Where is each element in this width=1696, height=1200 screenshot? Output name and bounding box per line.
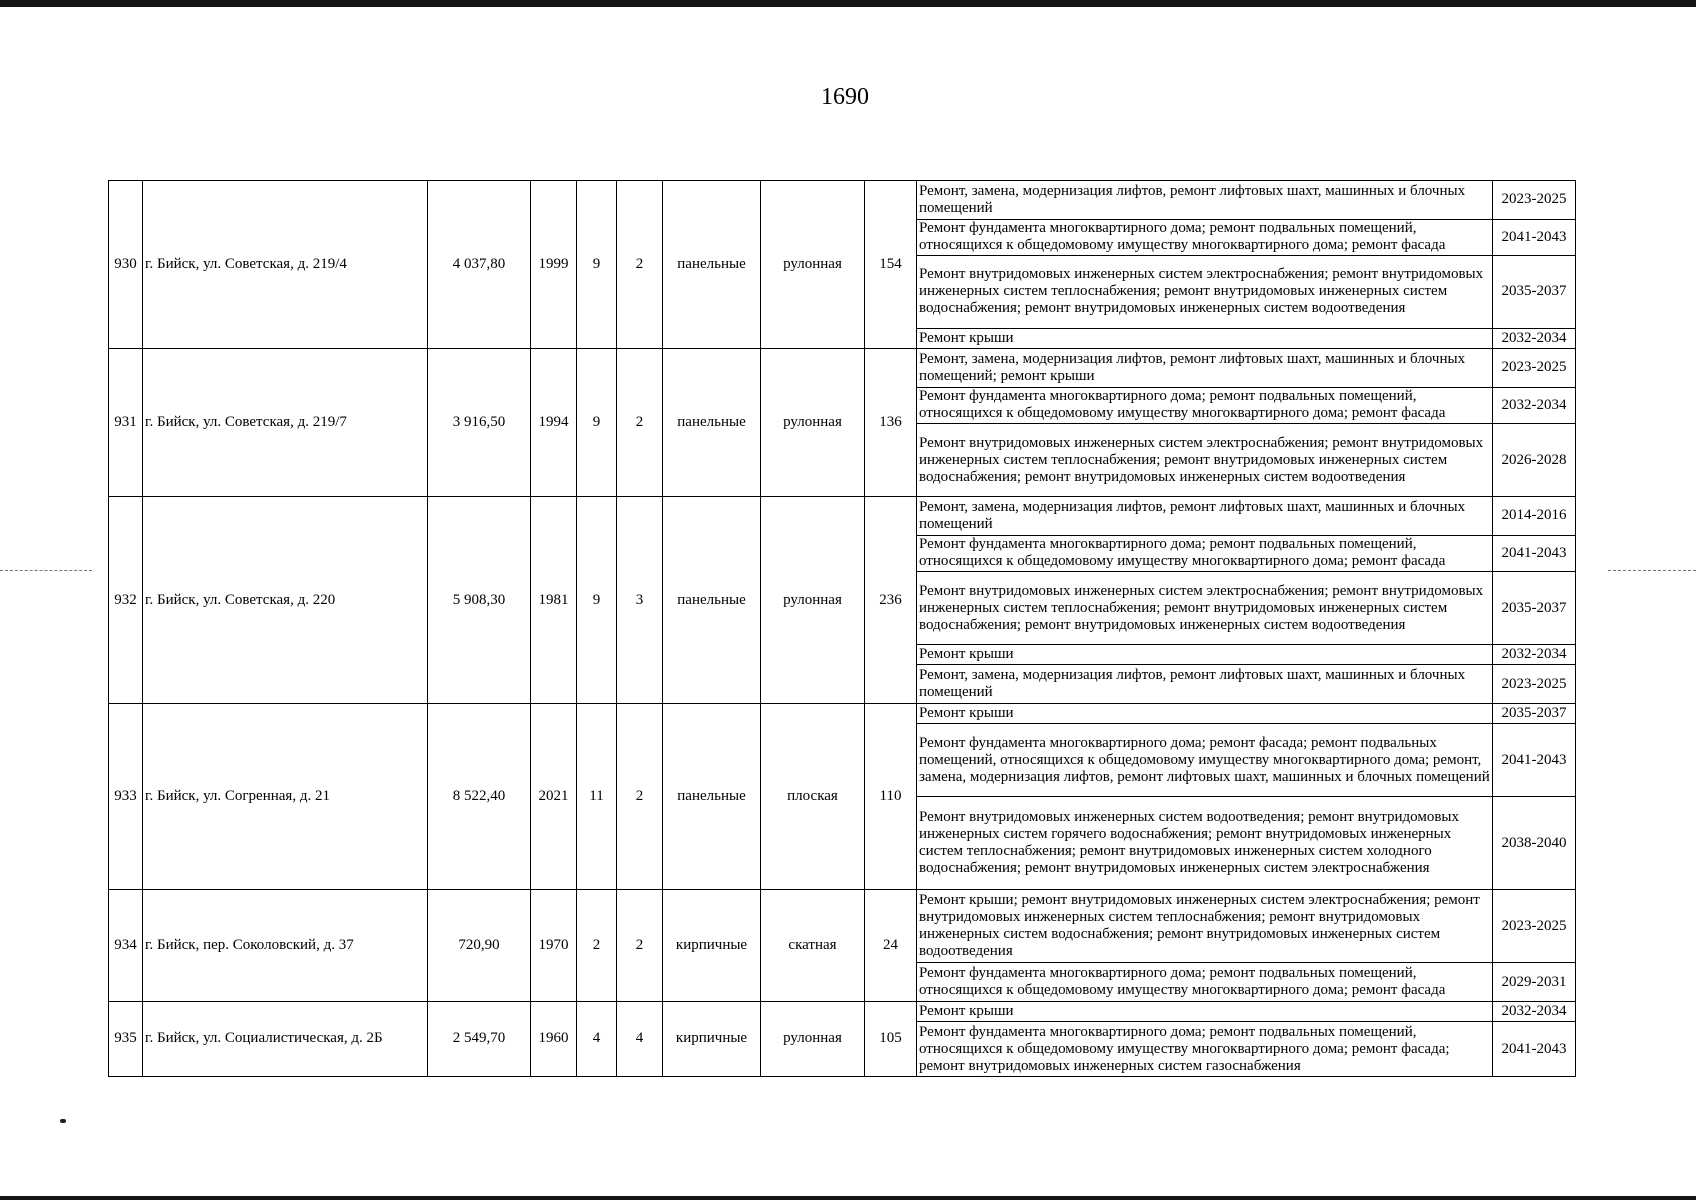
building-address: г. Бийск, ул. Советская, д. 219/4 (143, 181, 428, 349)
building-entrances: 2 (617, 890, 663, 1001)
building-repair-table (108, 180, 1576, 1077)
work-description: Ремонт фундамента многоквартирного дома; ремонт фасада; ремонт подвальных помещений, относящихся к общедомовому имуществу многоквартирного дома; ремонт, замена, модернизация лифтов, ремонт лифтовых шахт, машинных и блочных помещений (917, 724, 1493, 797)
work-description: Ремонт фундамента многоквартирного дома; ремонт подвальных помещений, относящихся к общедомовому имуществу многоквартирного дома; ремонт фасада (917, 387, 1493, 423)
building-number: 932 (109, 497, 143, 704)
work-description: Ремонт крыши; ремонт внутридомовых инженерных систем электроснабжения; ремонт внутридомовых инженерных систем теплоснабжения; ремонт внутридомовых инженерных систем водоснабжения; ремонт внутридомовых инженерных систем водоотведения (917, 890, 1493, 963)
building-roof: рулонная (761, 1001, 865, 1076)
work-description: Ремонт, замена, модернизация лифтов, ремонт лифтовых шахт, машинных и блочных помещений (917, 497, 1493, 536)
building-number: 934 (109, 890, 143, 1001)
table-row (109, 497, 1576, 536)
building-walls: панельные (663, 181, 761, 349)
building-entrances: 2 (617, 181, 663, 349)
building-apartments: 236 (865, 497, 917, 704)
building-roof: плоская (761, 703, 865, 889)
building-floors: 11 (577, 703, 617, 889)
building-entrances: 3 (617, 497, 663, 704)
building-entrances: 2 (617, 703, 663, 889)
building-address: г. Бийск, пер. Соколовский, д. 37 (143, 890, 428, 1001)
work-period: 2041-2043 (1493, 724, 1576, 797)
table-row (109, 349, 1576, 388)
work-description: Ремонт, замена, модернизация лифтов, ремонт лифтовых шахт, машинных и блочных помещений (917, 181, 1493, 220)
building-floors: 2 (577, 890, 617, 1001)
work-description: Ремонт внутридомовых инженерных систем электроснабжения; ремонт внутридомовых инженерных систем теплоснабжения; ремонт внутридомовых инженерных систем водоснабжения; ремонт внутридомовых инженерных систем водоотведения (917, 572, 1493, 645)
work-description: Ремонт, замена, модернизация лифтов, ремонт лифтовых шахт, машинных и блочных помещений; ремонт крыши (917, 349, 1493, 388)
scan-speck (60, 1119, 66, 1123)
building-walls: панельные (663, 349, 761, 497)
work-description: Ремонт внутридомовых инженерных систем электроснабжения; ремонт внутридомовых инженерных систем теплоснабжения; ремонт внутридомовых инженерных систем водоснабжения; ремонт внутридомовых инженерных систем водоотведения (917, 424, 1493, 497)
building-year: 1994 (531, 349, 577, 497)
work-period: 2023-2025 (1493, 890, 1576, 963)
building-year: 1981 (531, 497, 577, 704)
building-roof: рулонная (761, 349, 865, 497)
building-area: 5 908,30 (428, 497, 531, 704)
building-roof: скатная (761, 890, 865, 1001)
work-description: Ремонт внутридомовых инженерных систем электроснабжения; ремонт внутридомовых инженерных систем теплоснабжения; ремонт внутридомовых инженерных систем водоснабжения; ремонт внутридомовых инженерных систем водоотведения (917, 256, 1493, 329)
building-year: 2021 (531, 703, 577, 889)
building-floors: 9 (577, 349, 617, 497)
building-area: 720,90 (428, 890, 531, 1001)
building-floors: 4 (577, 1001, 617, 1076)
work-period: 2035-2037 (1493, 256, 1576, 329)
building-floors: 9 (577, 181, 617, 349)
work-period: 2032-2034 (1493, 387, 1576, 423)
scan-artifact-left (0, 570, 92, 572)
building-area: 3 916,50 (428, 349, 531, 497)
building-address: г. Бийск, ул. Советская, д. 220 (143, 497, 428, 704)
work-period: 2032-2034 (1493, 1001, 1576, 1021)
building-apartments: 110 (865, 703, 917, 889)
work-period: 2023-2025 (1493, 349, 1576, 388)
work-description: Ремонт фундамента многоквартирного дома; ремонт подвальных помещений, относящихся к общедомовому имуществу многоквартирного дома; ремонт фасада; ремонт внутридомовых инженерных систем газоснабжения (917, 1022, 1493, 1077)
table-row (109, 890, 1576, 963)
building-address: г. Бийск, ул. Советская, д. 219/7 (143, 349, 428, 497)
building-address: г. Бийск, ул. Социалистическая, д. 2Б (143, 1001, 428, 1076)
work-description: Ремонт фундамента многоквартирного дома; ремонт подвальных помещений, относящихся к общедомовому имуществу многоквартирного дома; ремонт фасада (917, 963, 1493, 1002)
building-number: 930 (109, 181, 143, 349)
building-address: г. Бийск, ул. Согренная, д. 21 (143, 703, 428, 889)
work-period: 2035-2037 (1493, 703, 1576, 723)
work-period: 2041-2043 (1493, 219, 1576, 255)
building-number: 935 (109, 1001, 143, 1076)
work-period: 2026-2028 (1493, 424, 1576, 497)
building-apartments: 24 (865, 890, 917, 1001)
building-apartments: 136 (865, 349, 917, 497)
building-apartments: 154 (865, 181, 917, 349)
scan-edge-bottom (0, 1196, 1696, 1200)
building-floors: 9 (577, 497, 617, 704)
building-roof: рулонная (761, 181, 865, 349)
scan-artifact-right (1608, 570, 1696, 572)
building-area: 8 522,40 (428, 703, 531, 889)
work-period: 2029-2031 (1493, 963, 1576, 1002)
building-number: 931 (109, 349, 143, 497)
building-year: 1970 (531, 890, 577, 1001)
building-apartments: 105 (865, 1001, 917, 1076)
page-number: 1690 (821, 84, 869, 110)
work-period: 2032-2034 (1493, 645, 1576, 665)
building-year: 1999 (531, 181, 577, 349)
work-description: Ремонт, замена, модернизация лифтов, ремонт лифтовых шахт, машинных и блочных помещений (917, 665, 1493, 704)
work-description: Ремонт крыши (917, 1001, 1493, 1021)
work-period: 2041-2043 (1493, 1022, 1576, 1077)
building-area: 4 037,80 (428, 181, 531, 349)
work-description: Ремонт фундамента многоквартирного дома; ремонт подвальных помещений, относящихся к общедомовому имуществу многоквартирного дома; ремонт фасада (917, 535, 1493, 571)
work-period: 2041-2043 (1493, 535, 1576, 571)
work-period: 2032-2034 (1493, 328, 1576, 348)
building-roof: рулонная (761, 497, 865, 704)
work-period: 2023-2025 (1493, 665, 1576, 704)
work-description: Ремонт фундамента многоквартирного дома; ремонт подвальных помещений, относящихся к общедомовому имуществу многоквартирного дома; ремонт фасада (917, 219, 1493, 255)
building-entrances: 2 (617, 349, 663, 497)
table-row (109, 181, 1576, 220)
work-description: Ремонт внутридомовых инженерных систем водоотведения; ремонт внутридомовых инженерных систем горячего водоснабжения; ремонт внутридомовых инженерных систем теплоснабжения; ремонт внутридомовых инженерных систем холодного водоснабжения; ремонт внутридомовых инженерных систем электроснабжения (917, 797, 1493, 890)
building-number: 933 (109, 703, 143, 889)
work-period: 2038-2040 (1493, 797, 1576, 890)
building-year: 1960 (531, 1001, 577, 1076)
building-entrances: 4 (617, 1001, 663, 1076)
building-walls: панельные (663, 497, 761, 704)
table-row (109, 703, 1576, 723)
work-description: Ремонт крыши (917, 703, 1493, 723)
building-walls: кирпичные (663, 1001, 761, 1076)
building-area: 2 549,70 (428, 1001, 531, 1076)
work-period: 2023-2025 (1493, 181, 1576, 220)
building-walls: панельные (663, 703, 761, 889)
work-period: 2014-2016 (1493, 497, 1576, 536)
work-description: Ремонт крыши (917, 328, 1493, 348)
table-row (109, 1001, 1576, 1021)
building-walls: кирпичные (663, 890, 761, 1001)
work-period: 2035-2037 (1493, 572, 1576, 645)
scan-edge-top (0, 0, 1696, 7)
work-description: Ремонт крыши (917, 645, 1493, 665)
